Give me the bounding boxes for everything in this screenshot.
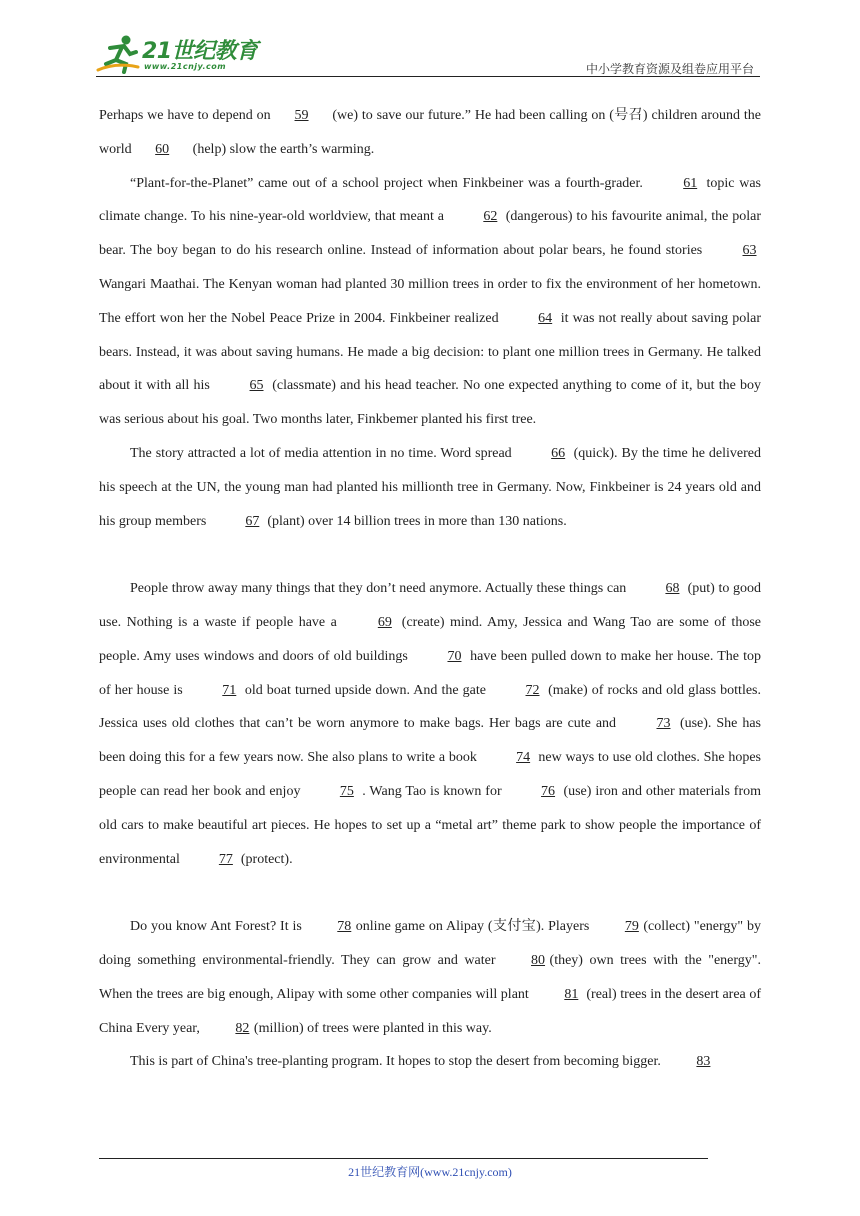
platform-tagline: 中小学教育资源及组卷应用平台 bbox=[585, 62, 754, 76]
answer-blank-62[interactable]: 62 bbox=[483, 209, 498, 225]
paragraph-text: topic was climate change. To his nine-year-old worldview, that meant a bbox=[99, 175, 762, 225]
paragraph-text: (collect) "energy" by doing something environmental-friendly. They can grow and water bbox=[99, 919, 761, 968]
paragraph bbox=[99, 167, 761, 437]
footer-link[interactable]: 21世纪教育网(www.21cnjy.com) bbox=[348, 1165, 512, 1179]
header-divider bbox=[96, 76, 760, 77]
page-header bbox=[96, 28, 760, 78]
paragraph-text: (dangerous) to his favourite animal, the polar bear. The boy began to do his research online. Instead of information about polar bears, he found stories bbox=[99, 209, 761, 259]
answer-blank-76[interactable]: 76 bbox=[541, 783, 556, 799]
answer-blank-61[interactable]: 61 bbox=[683, 175, 698, 191]
paragraph-text: (create) mind. Amy, Jessica and Wang Tao are some of those people. Amy uses windows and doors of old buildings bbox=[99, 614, 761, 664]
paragraph-text: (put) to good use. Nothing is a waste if people have a bbox=[99, 581, 761, 630]
paragraph-text: old boat turned upside down. And the gate bbox=[240, 682, 491, 698]
paragraph-text: This is part of China's tree-planting program. It hopes to stop the desert from becoming bigger. bbox=[130, 1054, 661, 1070]
paragraph-text: “Plant-for-the-Planet” came out of a school project when Finkbeiner was a fourth-grader. bbox=[130, 175, 648, 191]
answer-blank-77[interactable]: 77 bbox=[218, 851, 233, 867]
paragraph-text: People throw away many things that they don’t need anymore. Actually these things can bbox=[130, 581, 630, 597]
paragraph-text: Do you know Ant Forest? It is bbox=[130, 919, 302, 935]
paragraph-text: it was not really about saving polar bears. Instead, it was about saving humans. He made a big decision: to plant one million trees in Germany. He talked about it with all his bbox=[99, 310, 761, 394]
footer-divider bbox=[99, 1158, 708, 1159]
answer-blank-59[interactable]: 59 bbox=[294, 108, 309, 123]
answer-blank-69[interactable]: 69 bbox=[377, 614, 392, 630]
paragraph-text: . Wang Tao is known for bbox=[358, 783, 506, 799]
answer-blank-79[interactable]: 79 bbox=[624, 919, 639, 935]
answer-blank-64[interactable]: 64 bbox=[538, 310, 553, 326]
paragraph-text: (million) of trees were planted in this way. bbox=[253, 1020, 492, 1036]
paragraph bbox=[99, 1045, 761, 1079]
paragraph-text: (quick). By the time he delivered his speech at the UN, the young man had planted his millionth tree in Germany. Now, Finkbeiner is 24 years old and his group members bbox=[99, 445, 761, 529]
paragraph-text: (help) slow the earth’s warming. bbox=[189, 141, 375, 157]
paragraph-text: (protect). bbox=[237, 851, 293, 867]
logo-wordmark: 21世纪教育 bbox=[142, 39, 258, 64]
paragraph-text: The story attracted a lot of media attention in no time. Word spread bbox=[130, 445, 516, 461]
answer-blank-78[interactable]: 78 bbox=[337, 919, 352, 935]
paragraph-gap bbox=[99, 538, 761, 572]
answer-blank-68[interactable]: 68 bbox=[665, 581, 680, 597]
paragraph-text: (real) trees in the desert area of China Every year, bbox=[99, 986, 761, 1036]
runner-logo-icon bbox=[96, 34, 140, 74]
answer-blank-80[interactable]: 80 bbox=[531, 952, 546, 968]
answer-blank-73[interactable]: 73 bbox=[656, 716, 671, 732]
paragraph-text: Perhaps we have to depend on bbox=[99, 108, 275, 123]
paragraph-text: (use). She has been doing this for a few years now. She also plans to write a book bbox=[99, 716, 761, 766]
paragraph bbox=[99, 99, 761, 167]
answer-blank-63[interactable]: 63 bbox=[742, 243, 757, 259]
paragraph-text: have been pulled down to make her house. The top of her house is bbox=[99, 648, 761, 698]
paragraph-text: new ways to use old clothes. She hopes people can read her book and enjoy bbox=[99, 750, 762, 799]
paragraph-text: (they) own trees with the "energy". When the trees are big enough, Alipay with some other companies will plant bbox=[99, 952, 762, 1002]
answer-blank-66[interactable]: 66 bbox=[551, 445, 566, 461]
answer-blank-72[interactable]: 72 bbox=[525, 682, 540, 698]
logo-url: www.21cnjy.com bbox=[144, 62, 227, 71]
answer-blank-82[interactable]: 82 bbox=[235, 1020, 250, 1036]
answer-blank-71[interactable]: 71 bbox=[222, 682, 237, 698]
paragraph-text: (make) of rocks and old glass bottles. Jessica uses old clothes that can’t be worn anymore to make bags. Her bags are cute and bbox=[99, 682, 761, 732]
answer-blank-83[interactable]: 83 bbox=[696, 1054, 711, 1070]
paragraph bbox=[99, 910, 761, 1045]
paragraph-gap bbox=[99, 876, 761, 910]
paragraph bbox=[99, 572, 761, 876]
answer-blank-67[interactable]: 67 bbox=[245, 513, 260, 529]
paragraph-text: online game on Alipay (支付宝). Players bbox=[355, 919, 590, 935]
answer-blank-81[interactable]: 81 bbox=[564, 986, 579, 1002]
paragraph-text: (plant) over 14 billion trees in more than 130 nations. bbox=[263, 513, 567, 529]
site-logo[interactable] bbox=[96, 32, 266, 76]
paragraph-text: (use) iron and other materials from old cars to make beautiful art pieces. He hopes to set up a “metal art” theme park to show people the importance of environmental bbox=[99, 783, 762, 867]
paragraph-text: Wangari Maathai. The Kenyan woman had planted 30 million trees in order to fix the environment of her hometown. The effort won her the Nobel Peace Prize in 2004. Finkbeiner realized bbox=[99, 276, 761, 326]
answer-blank-60[interactable]: 60 bbox=[155, 141, 170, 157]
paragraph-text: (classmate) and his head teacher. No one expected anything to come of it, but the boy was serious about his goal. Two months later, Finkbemer planted his first tree. bbox=[99, 378, 761, 428]
document-body bbox=[99, 99, 761, 1079]
paragraph bbox=[99, 437, 761, 538]
answer-blank-75[interactable]: 75 bbox=[339, 783, 354, 799]
answer-blank-65[interactable]: 65 bbox=[249, 378, 264, 394]
paragraph-text: (we) to save our future.” He had been calling on (号召) children around the world bbox=[99, 108, 762, 157]
answer-blank-74[interactable]: 74 bbox=[516, 750, 531, 766]
answer-blank-70[interactable]: 70 bbox=[447, 648, 462, 664]
